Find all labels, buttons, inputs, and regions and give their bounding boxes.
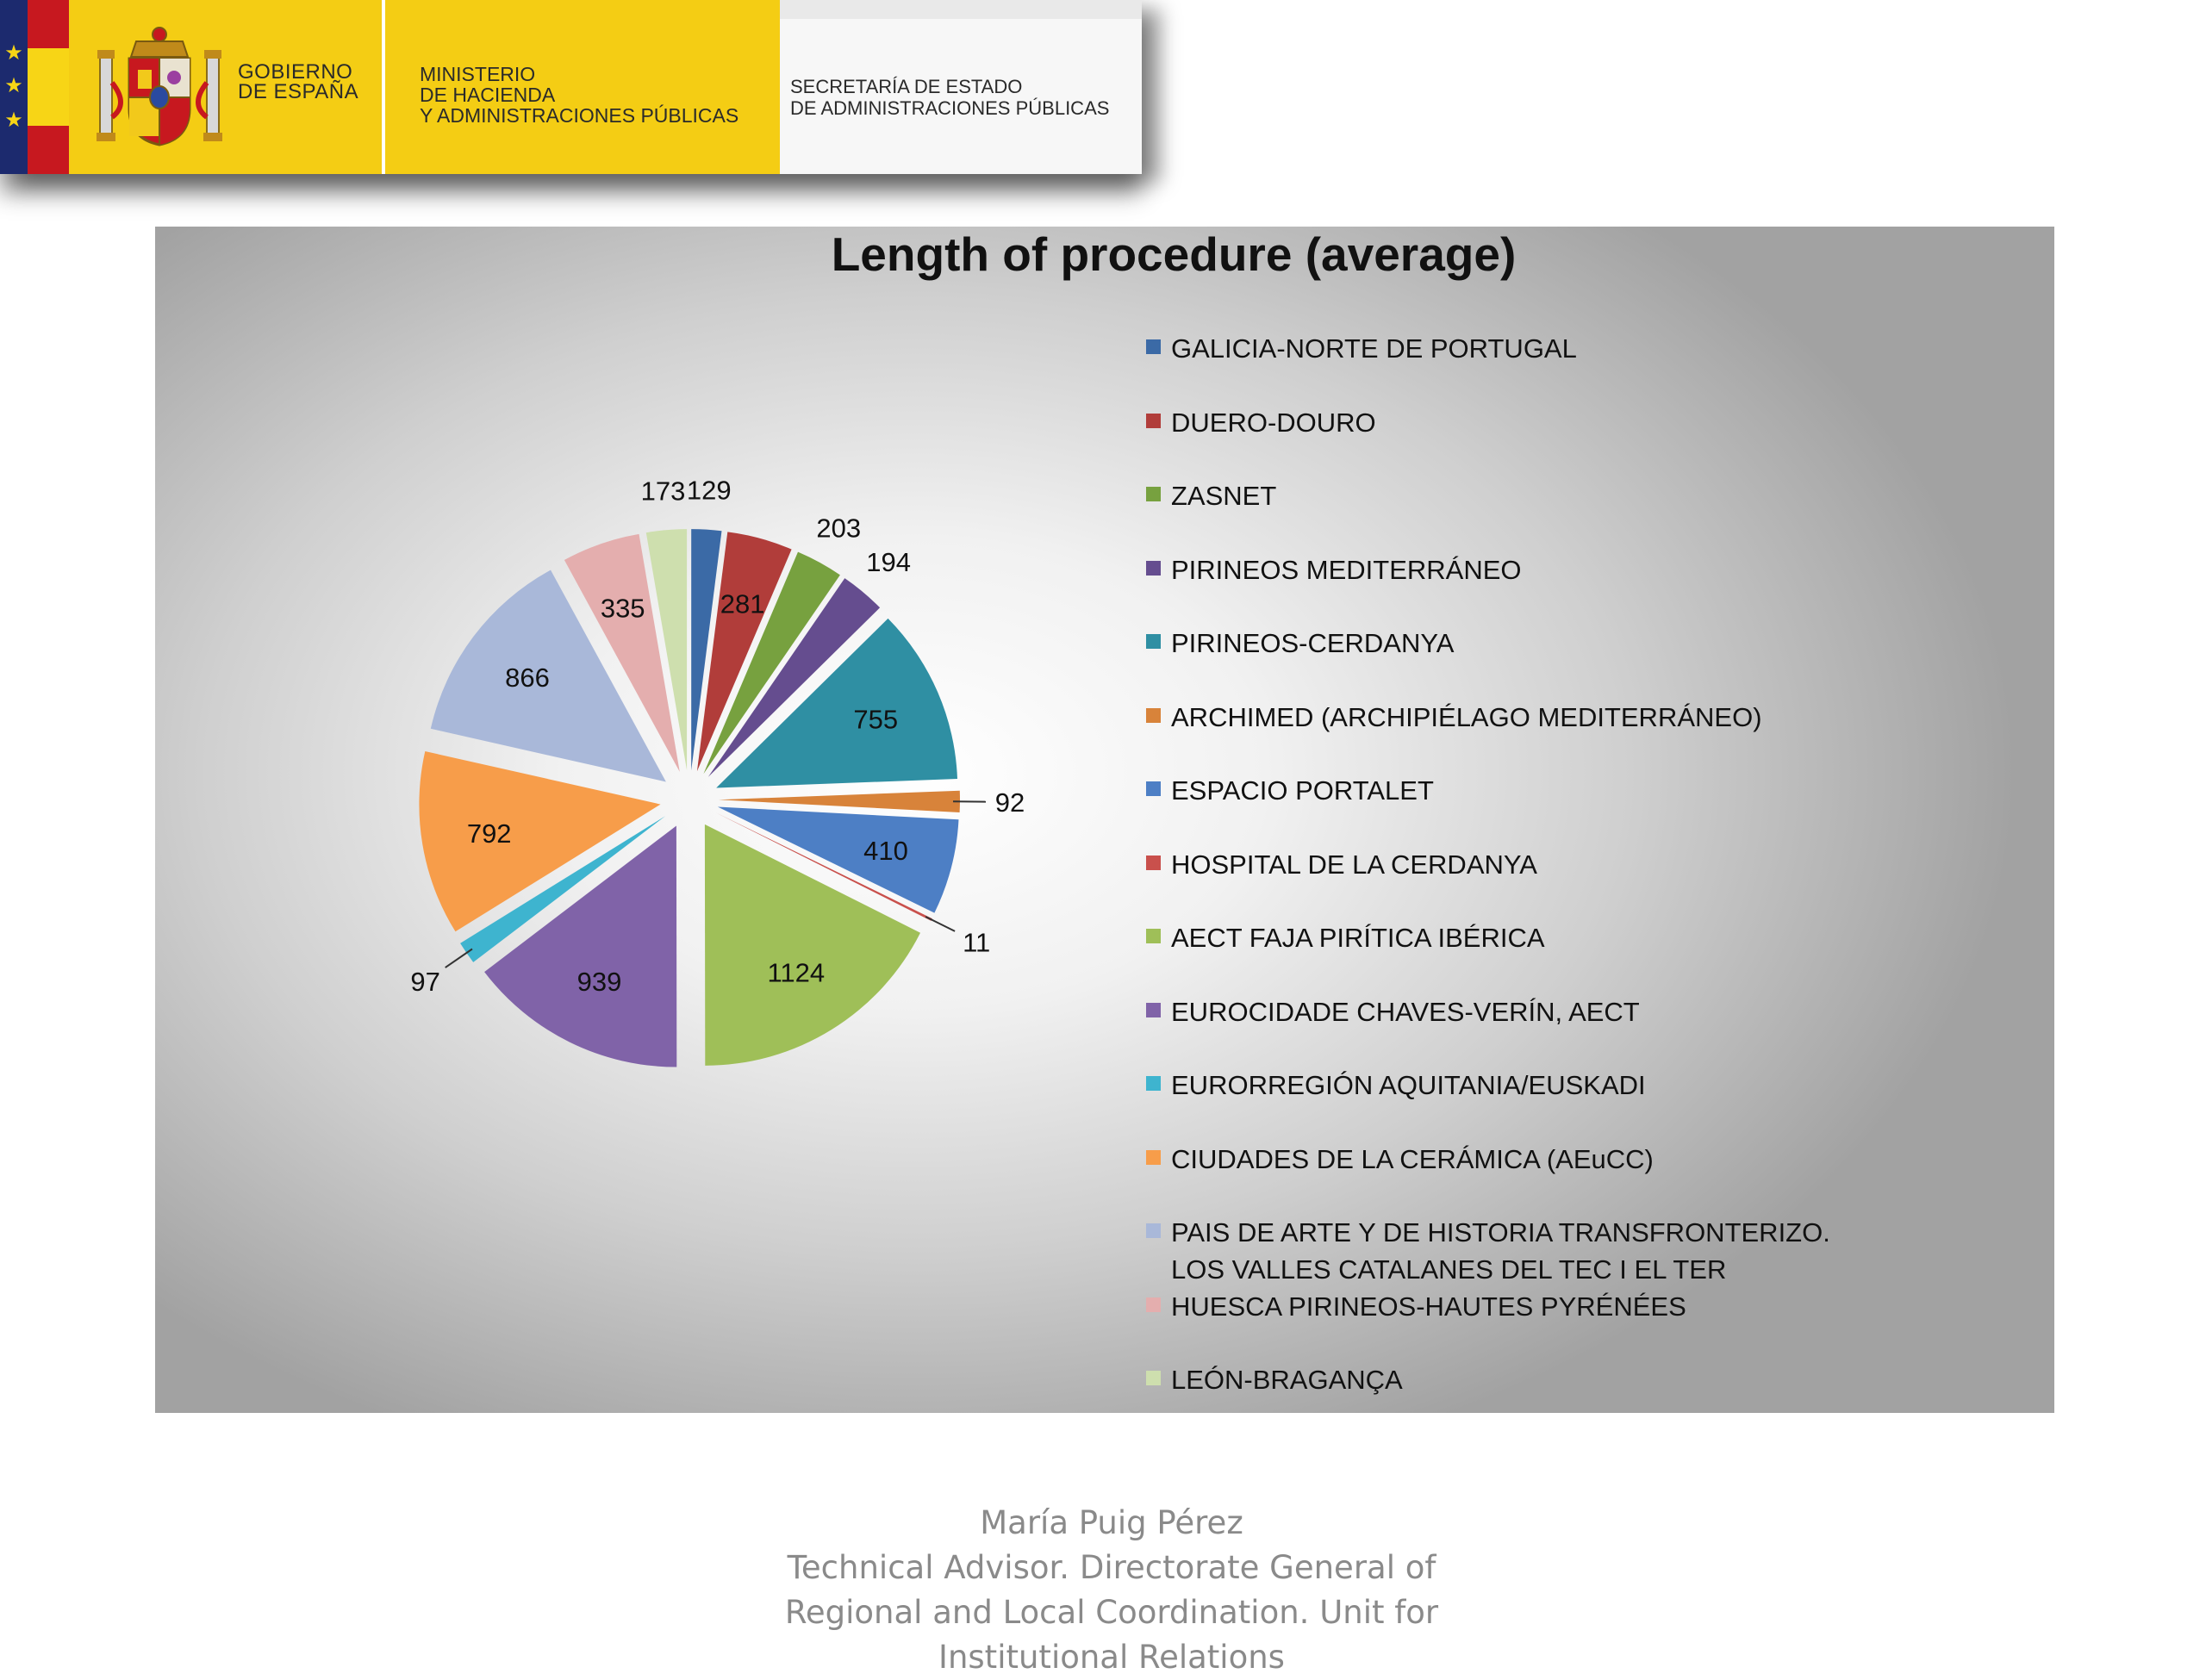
- presenter-credits: [672, 1501, 1551, 1680]
- legend-label: DUERO-DOURO: [1171, 404, 1376, 441]
- pie-data-label: 410: [863, 836, 908, 866]
- legend-label: ARCHIMED (ARCHIPIÉLAGO MEDITERRÁNEO): [1171, 699, 1762, 736]
- legend-label: HOSPITAL DE LA CERDANYA: [1171, 846, 1537, 883]
- pie-data-label: 939: [577, 967, 622, 997]
- pie-data-label: 194: [866, 547, 911, 577]
- secretary-name: SECRETARÍA DE ESTADO DE ADMINISTRACIONES PÚBLICAS: [790, 76, 1135, 119]
- eu-star-icon: ★: [3, 110, 24, 131]
- legend-item: [1146, 1288, 2042, 1325]
- legend-swatch: [1146, 1371, 1161, 1385]
- ministry-logo: [385, 0, 780, 174]
- legend-swatch: [1146, 781, 1161, 796]
- legend-item: [1146, 1214, 2042, 1288]
- legend-swatch: [1146, 1003, 1161, 1017]
- legend-label: GALICIA-NORTE DE PORTUGAL: [1171, 330, 1577, 367]
- legend-item: [1146, 330, 2042, 367]
- legend-label: PAIS DE ARTE Y DE HISTORIA TRANSFRONTERIZO. LOS VALLES CATALANES DEL TEC I EL TER: [1171, 1214, 1830, 1288]
- eu-spain-flag-strip: [0, 0, 69, 174]
- coat-of-arms-icon: [95, 22, 224, 152]
- eu-star-icon: ★: [3, 76, 24, 96]
- legend-item: [1146, 625, 2042, 662]
- legend-label: CIUDADES DE LA CERÁMICA (AEuCC): [1171, 1141, 1654, 1178]
- legend-item: [1146, 993, 2042, 1030]
- pie-data-label: 755: [853, 705, 898, 735]
- legend-item: [1146, 477, 2042, 514]
- legend-swatch: [1146, 929, 1161, 943]
- legend-label: HUESCA PIRINEOS-HAUTES PYRÉNÉES: [1171, 1288, 1686, 1325]
- secretary-logo: [780, 0, 1142, 174]
- legend-label: EURORREGIÓN AQUITANIA/EUSKADI: [1171, 1067, 1646, 1104]
- legend-item: [1146, 1067, 2042, 1104]
- presenter-role-line: Institutional Relations: [672, 1635, 1551, 1680]
- legend-item: [1146, 1361, 2042, 1398]
- legend-label: ZASNET: [1171, 477, 1276, 514]
- presenter-role-line: Regional and Local Coordination. Unit for: [672, 1590, 1551, 1635]
- legend-item: [1146, 404, 2042, 441]
- legend-label: ESPACIO PORTALET: [1171, 772, 1434, 809]
- chart-panel: [155, 227, 2054, 1413]
- ministry-name: MINISTERIO DE HACIENDA Y ADMINISTRACIONES PÚBLICAS: [420, 64, 773, 126]
- legend-swatch: [1146, 1223, 1161, 1238]
- legend-swatch: [1146, 708, 1161, 723]
- legend-item: [1146, 1141, 2042, 1178]
- label-leader-line: [446, 949, 472, 968]
- pie-data-label: 866: [505, 663, 550, 693]
- legend-label: LEÓN-BRAGANÇA: [1171, 1361, 1403, 1398]
- pie-data-label: 129: [687, 476, 732, 506]
- legend-swatch: [1146, 856, 1161, 870]
- legend-swatch: [1146, 561, 1161, 576]
- government-name: GOBIERNO DE ESPAÑA: [238, 62, 376, 102]
- pie-data-label: 203: [816, 513, 861, 543]
- legend-item: [1146, 772, 2042, 809]
- legend-swatch: [1146, 487, 1161, 501]
- header-logo-banner: [0, 0, 1142, 174]
- legend-item: [1146, 699, 2042, 736]
- legend-item: [1146, 919, 2042, 956]
- chart-title: Length of procedure (average): [155, 227, 2054, 282]
- eu-star-icon: ★: [3, 43, 24, 64]
- legend-item: [1146, 846, 2042, 883]
- legend-swatch: [1146, 339, 1161, 354]
- pie-data-label: 173: [641, 476, 686, 506]
- legend-label: PIRINEOS MEDITERRÁNEO: [1171, 551, 1522, 588]
- label-leader-line: [925, 917, 955, 931]
- presenter-name: María Puig Pérez: [672, 1501, 1551, 1546]
- legend-label: EUROCIDADE CHAVES-VERÍN, AECT: [1171, 993, 1640, 1030]
- government-logo: [69, 0, 381, 174]
- legend-swatch: [1146, 414, 1161, 428]
- legend-swatch: [1146, 1076, 1161, 1091]
- legend-swatch: [1146, 1150, 1161, 1165]
- pie-data-label: 97: [410, 967, 439, 997]
- pie-data-label: 11: [963, 927, 990, 957]
- presenter-role-line: Technical Advisor. Directorate General of: [672, 1546, 1551, 1590]
- pie-data-label: 335: [601, 593, 645, 623]
- pie-data-label: 92: [995, 787, 1025, 818]
- pie-data-label: 792: [467, 818, 512, 849]
- legend-swatch: [1146, 1297, 1161, 1312]
- legend-label: PIRINEOS-CERDANYA: [1171, 625, 1454, 662]
- pie-data-label: 281: [720, 589, 765, 619]
- legend-item: [1146, 551, 2042, 588]
- legend-label: AECT FAJA PIRÍTICA IBÉRICA: [1171, 919, 1545, 956]
- pie-data-label: 1124: [767, 958, 825, 988]
- legend-swatch: [1146, 634, 1161, 649]
